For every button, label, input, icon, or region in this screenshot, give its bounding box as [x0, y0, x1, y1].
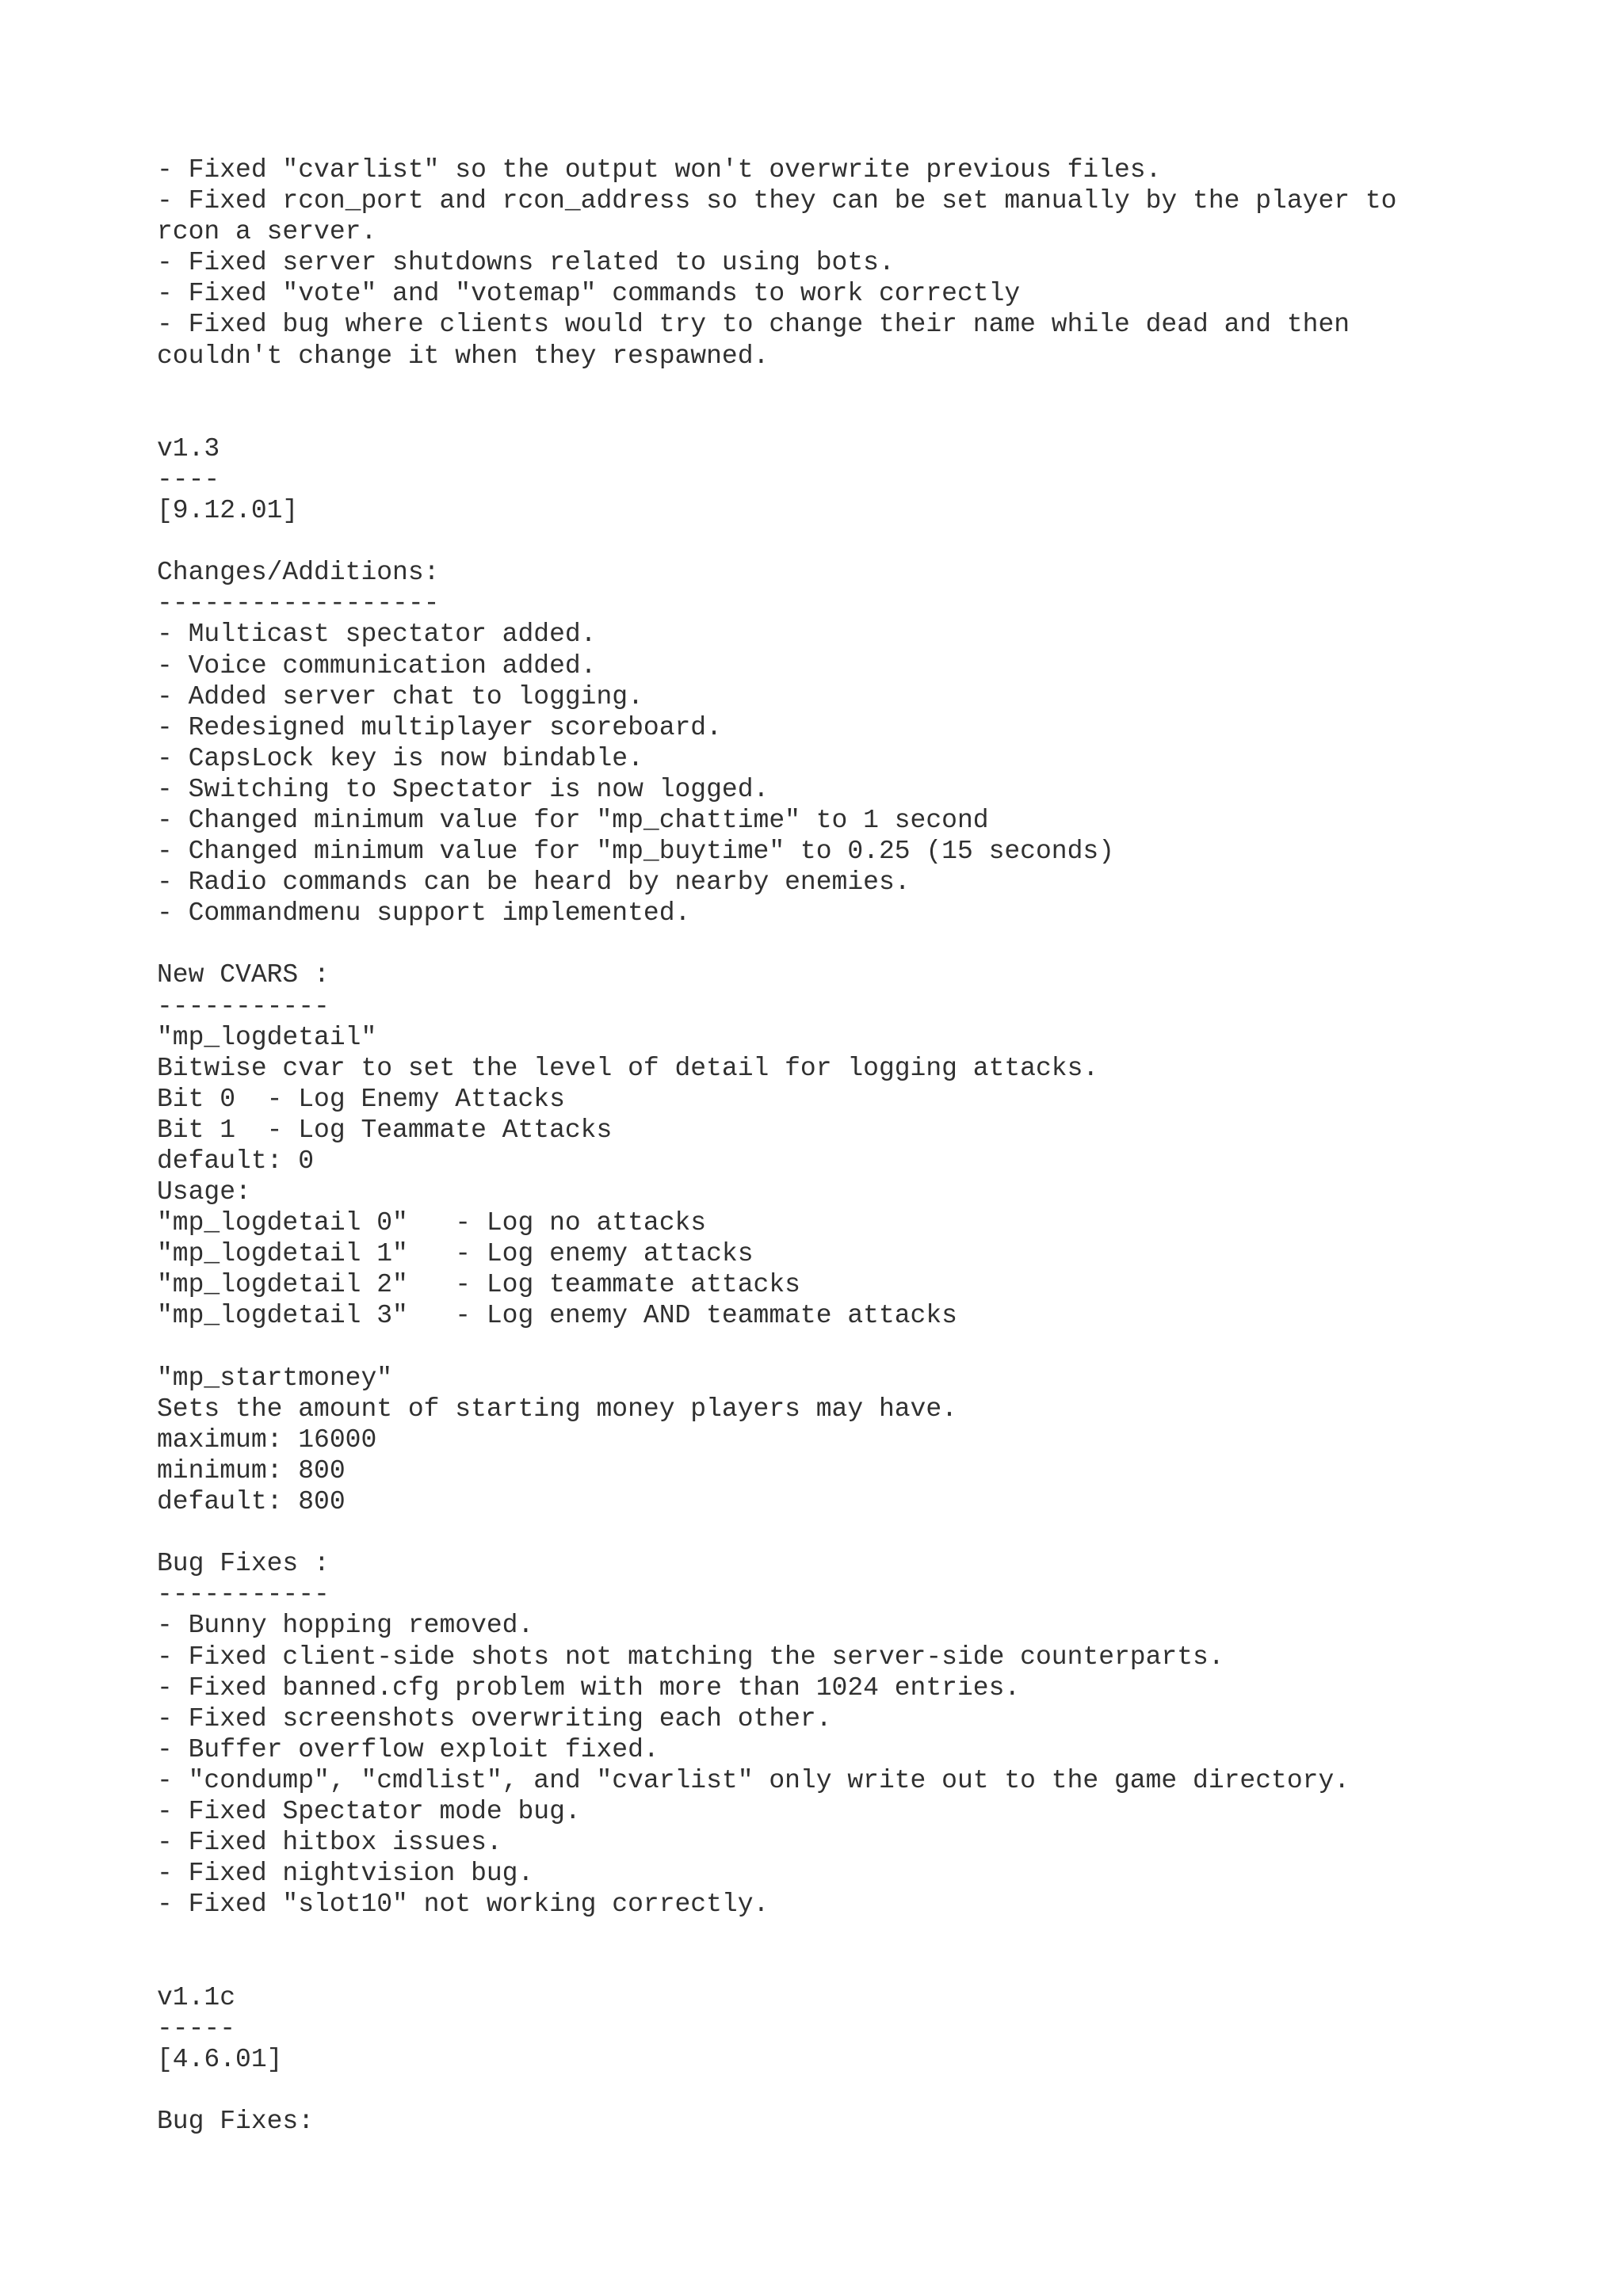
- text-line: - Fixed nightvision bug.: [157, 1859, 534, 1889]
- text-line: [157, 402, 1583, 433]
- text-line: - Fixed "slot10" not working correctly.: [157, 1890, 769, 1920]
- text-line: Usage:: [157, 1177, 251, 1207]
- text-line: [9.12.01]: [157, 496, 299, 526]
- text-line: minimum: 800: [157, 1455, 346, 1486]
- text-line: default: 800: [157, 1487, 346, 1517]
- text-line: v1.1c: [157, 1982, 236, 2012]
- text-line: maximum: 16000: [157, 1425, 377, 1455]
- text-line: ------------------: [157, 589, 440, 619]
- text-line: [157, 1517, 1583, 1548]
- text-line: "mp_startmoney": [157, 1363, 393, 1393]
- text-line: Bit 0 - Log Enemy Attacks: [157, 1084, 565, 1114]
- text-line: New CVARS :: [157, 960, 330, 990]
- text-line: - Fixed "cvarlist" so the output won't overwrite previous files.: [157, 155, 1162, 185]
- text-line: Bit 1 - Log Teammate Attacks: [157, 1115, 613, 1145]
- text-line: - CapsLock key is now bindable.: [157, 743, 643, 773]
- text-line: - Multicast spectator added.: [157, 620, 597, 650]
- text-line: - Commandmenu support implemented.: [157, 898, 691, 929]
- text-line: [157, 929, 1583, 959]
- text-line: - Fixed server shutdowns related to using bots.: [157, 248, 895, 278]
- text-line: - Fixed hitbox issues.: [157, 1828, 502, 1858]
- text-line: - Changed minimum value for "mp_buytime" to 0.25 (15 seconds): [157, 837, 1114, 867]
- text-line: - Bunny hopping removed.: [157, 1611, 534, 1641]
- text-line: Bug Fixes:: [157, 2106, 315, 2136]
- text-line: - Fixed "vote" and "votemap" commands to work correctly: [157, 279, 1021, 309]
- text-line: Bitwise cvar to set the level of detail for logging attacks.: [157, 1053, 1099, 1083]
- text-line: - Changed minimum value for "mp_chattime" to 1 second: [157, 805, 989, 835]
- text-line: - Fixed rcon_port and rcon_address so they can be set manually by the player to: [157, 186, 1397, 216]
- document-page: [157, 154, 1583, 2137]
- text-line: Sets the amount of starting money players may have.: [157, 1394, 957, 1424]
- text-line: "mp_logdetail 2" - Log teammate attacks: [157, 1270, 800, 1300]
- text-line: "mp_logdetail 0" - Log no attacks: [157, 1208, 707, 1238]
- text-line: Bug Fixes :: [157, 1549, 330, 1579]
- text-line: -----------: [157, 991, 330, 1021]
- text-line: - Added server chat to logging.: [157, 681, 643, 711]
- text-line: - Fixed bug where clients would try to change their name while dead and then: [157, 310, 1350, 340]
- text-line: - Fixed Spectator mode bug.: [157, 1796, 581, 1826]
- text-line: "mp_logdetail 3" - Log enemy AND teammate attacks: [157, 1301, 957, 1331]
- text-line: - Fixed client-side shots not matching the server-side counterparts.: [157, 1642, 1224, 1672]
- text-line: v1.3: [157, 433, 220, 463]
- text-line: -----: [157, 2013, 236, 2043]
- text-line: Changes/Additions:: [157, 558, 440, 588]
- text-line: - Radio commands can be heard by nearby enemies.: [157, 868, 911, 898]
- text-line: [157, 372, 1583, 402]
- text-line: - Fixed banned.cfg problem with more than 1024 entries.: [157, 1672, 1021, 1703]
- text-line: - Redesigned multiplayer scoreboard.: [157, 712, 722, 742]
- text-line: -----------: [157, 1580, 330, 1610]
- text-line: [157, 2075, 1583, 2106]
- text-line: - Buffer overflow exploit fixed.: [157, 1734, 659, 1764]
- text-line: - Voice communication added.: [157, 650, 597, 681]
- text-line: rcon a server.: [157, 217, 377, 247]
- text-line: "mp_logdetail 1" - Log enemy attacks: [157, 1239, 754, 1269]
- text-line: [157, 1920, 1583, 1951]
- text-line: ----: [157, 464, 220, 494]
- text-line: couldn't change it when they respawned.: [157, 341, 769, 371]
- text-line: [4.6.01]: [157, 2044, 283, 2074]
- text-line: - Switching to Spectator is now logged.: [157, 774, 769, 804]
- text-line: [157, 526, 1583, 557]
- text-line: [157, 1332, 1583, 1363]
- text-line: - Fixed screenshots overwriting each other.: [157, 1703, 832, 1733]
- text-line: - "condump", "cmdlist", and "cvarlist" only write out to the game directory.: [157, 1765, 1350, 1795]
- text-line: [157, 1951, 1583, 1981]
- text-line: default: 0: [157, 1146, 315, 1176]
- text-line: "mp_logdetail": [157, 1022, 377, 1052]
